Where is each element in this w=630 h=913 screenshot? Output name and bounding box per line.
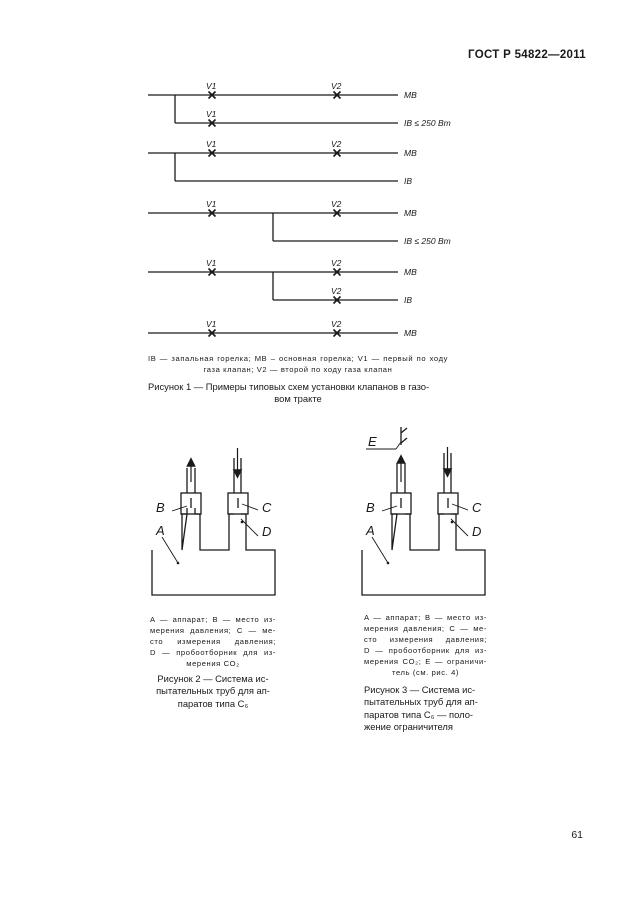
figure3-legend-line: мерения CO₂; E — ограничи-: [364, 657, 487, 666]
label-v1: V1: [206, 319, 217, 329]
figure2-caption: [140, 673, 286, 710]
label-v1: V1: [206, 109, 217, 119]
label-ib-limit: IB ≤ 250 Вт: [404, 118, 451, 128]
label-v2: V2: [331, 258, 342, 268]
figure2-caption-line: пытательных труб для ап-: [156, 685, 270, 697]
figure1-valve-schemes: [0, 0, 630, 360]
figure2-legend-line: мерения давления; C — ме-: [150, 626, 276, 635]
figure2-caption-line: Рисунок 2 — Система ис-: [157, 673, 269, 684]
label-ib: IB: [404, 176, 413, 186]
label-ib: IB: [404, 295, 413, 305]
label-mb: MB: [404, 148, 417, 158]
document-number-header: ГОСТ Р 54822—2011: [468, 49, 586, 61]
label-mb: MB: [404, 328, 417, 338]
figure1-caption: [148, 381, 448, 406]
label-a: A: [366, 523, 375, 538]
label-mb: MB: [404, 267, 417, 277]
figure3-caption-line: жение ограничителя: [364, 721, 453, 733]
figure3-legend-line: A — аппарат; B — место из-: [364, 613, 487, 622]
label-d: D: [262, 524, 272, 539]
figure2-legend-line: мерения CO₂: [186, 659, 240, 668]
label-v1: V1: [206, 81, 217, 91]
label-v2: V2: [331, 199, 342, 209]
figure2-legend-line: сто измерения давления;: [150, 637, 276, 646]
label-b: B: [156, 500, 165, 515]
label-d: D: [472, 524, 482, 539]
figure3-test-pipes-limiter-diagram: [350, 425, 500, 610]
label-v1: V1: [206, 258, 217, 268]
page-number: 61: [571, 829, 583, 841]
label-b: B: [366, 500, 375, 515]
label-a: A: [156, 523, 165, 538]
figure1-caption-line: вом тракте: [274, 393, 322, 405]
figure2-legend: [150, 614, 276, 669]
figure3-caption-line: пытательных труб для ап-: [364, 696, 478, 708]
figure1-caption-line: Рисунок 1 — Примеры типовых схем установки клапанов в газо-: [148, 381, 430, 392]
figure3-caption-line: паратов типа C₆ — поло-: [364, 708, 474, 720]
figure3-caption: [364, 684, 490, 734]
label-v2: V2: [331, 139, 342, 149]
figure3-caption-line: Рисунок 3 — Система ис-: [364, 684, 476, 695]
label-c: C: [472, 500, 482, 515]
label-e: E: [368, 434, 377, 449]
label-v2: V2: [331, 319, 342, 329]
label-v2: V2: [331, 81, 342, 91]
label-v1: V1: [206, 139, 217, 149]
figure3-legend-line: сто измерения давления;: [364, 635, 487, 644]
figure3-legend-line: мерения давления; C — ме-: [364, 624, 487, 633]
figure1-legend-line: газа клапан; V2 — второй по ходу газа клапан: [203, 365, 393, 374]
figure1-legend-line: IB — запальная горелка; MB – основная горелка; V1 — первый по ходу: [148, 354, 448, 363]
label-mb: MB: [404, 90, 417, 100]
label-ib-limit: IB ≤ 250 Вт: [404, 236, 451, 246]
label-v2: V2: [331, 286, 342, 296]
figure3-legend-line: D — пробоотборник для из-: [364, 646, 487, 655]
figure2-test-pipes-diagram: [140, 440, 290, 610]
figure2-legend-line: D — пробоотборник для из-: [150, 648, 276, 657]
figure3-legend-line: тель (см. рис. 4): [391, 668, 460, 677]
label-c: C: [262, 500, 272, 515]
label-mb: MB: [404, 208, 417, 218]
label-v1: V1: [206, 199, 217, 209]
figure1-legend: [148, 353, 448, 375]
figure3-legend: [364, 612, 487, 678]
figure2-caption-line: паратов типа C₆: [177, 697, 249, 709]
figure2-legend-line: A — аппарат; B — место из-: [150, 615, 276, 624]
